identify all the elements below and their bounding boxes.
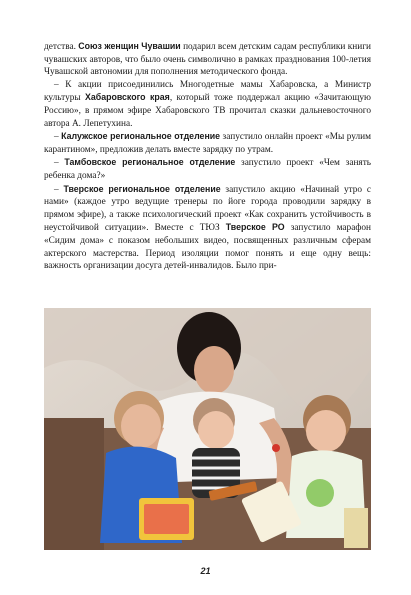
branch-name-bold: Калужское региональное отделение xyxy=(61,131,221,142)
sofa-arm xyxy=(44,418,104,550)
text-run: , который тоже поддержал акцию «Зачитающую Россию», в прямом эфире Хабаровского ТВ прочитал сказки дальневосточного автора А. Лепетухина. xyxy=(44,93,371,129)
text-run: – К акции присоединились Многодетные мамы Хабаровска, а Министр культуры xyxy=(44,79,371,104)
text-run: подарил всем детским садам республики книги чувашских авторов, что было очень символично в рамках празднования 100-летия Чувашской автономии для пополнения методического фонда. xyxy=(44,42,371,78)
paragraph xyxy=(44,79,371,130)
boy-face xyxy=(306,410,346,452)
org-name-bold: Союз женщин Чувашии xyxy=(78,41,181,51)
text-run: детства. xyxy=(44,42,79,52)
bracelet xyxy=(272,444,280,452)
paragraph xyxy=(44,40,371,79)
body-text xyxy=(44,40,371,273)
text-run: запустило проект «Чем занять ребенка дома?» xyxy=(44,158,371,181)
shirt-print xyxy=(306,479,334,507)
toddler-face xyxy=(198,411,234,449)
paragraph xyxy=(44,183,371,273)
paragraph xyxy=(44,130,371,156)
picture-book-page xyxy=(144,504,189,534)
family-reading-photo xyxy=(44,308,371,550)
text-run: – xyxy=(54,132,62,143)
book-edge xyxy=(344,508,368,548)
photo-illustration xyxy=(44,308,371,550)
text-run: запустило акцию «Начинай утро с нами» (каждое утро ведущие тренеры по йоге города проводили зарядку в прямом эфире), а также психологический проект «Как сохранить устойчивость в неустойчивой ситуации». Вместе с ТЮЗ xyxy=(44,184,371,234)
page-number: 21 xyxy=(200,566,211,576)
woman-face xyxy=(194,346,234,394)
text-run: – xyxy=(54,184,64,195)
branch-name-bold: Тамбовское региональное отделение xyxy=(64,157,236,168)
branch-name-bold: Тверское региональное отделение xyxy=(63,183,221,194)
text-run: запустило марафон «Сидим дома» с показом небольших видео, посвященных различным сферам актерского мастерства. Период изоляции помог понять и еще одну вещь: важность организации досуга детей-инвалидов. Было при- xyxy=(44,223,371,272)
branch-name-bold: Тверское РО xyxy=(225,222,285,233)
region-name-bold: Хабаровского края xyxy=(85,92,170,103)
paragraph xyxy=(44,156,371,182)
text-run: запустило онлайн проект «Мы рулим карантином», предложив делать вместе зарядку по утрам. xyxy=(44,132,371,155)
child-face xyxy=(121,404,161,448)
text-run: – xyxy=(54,158,65,169)
